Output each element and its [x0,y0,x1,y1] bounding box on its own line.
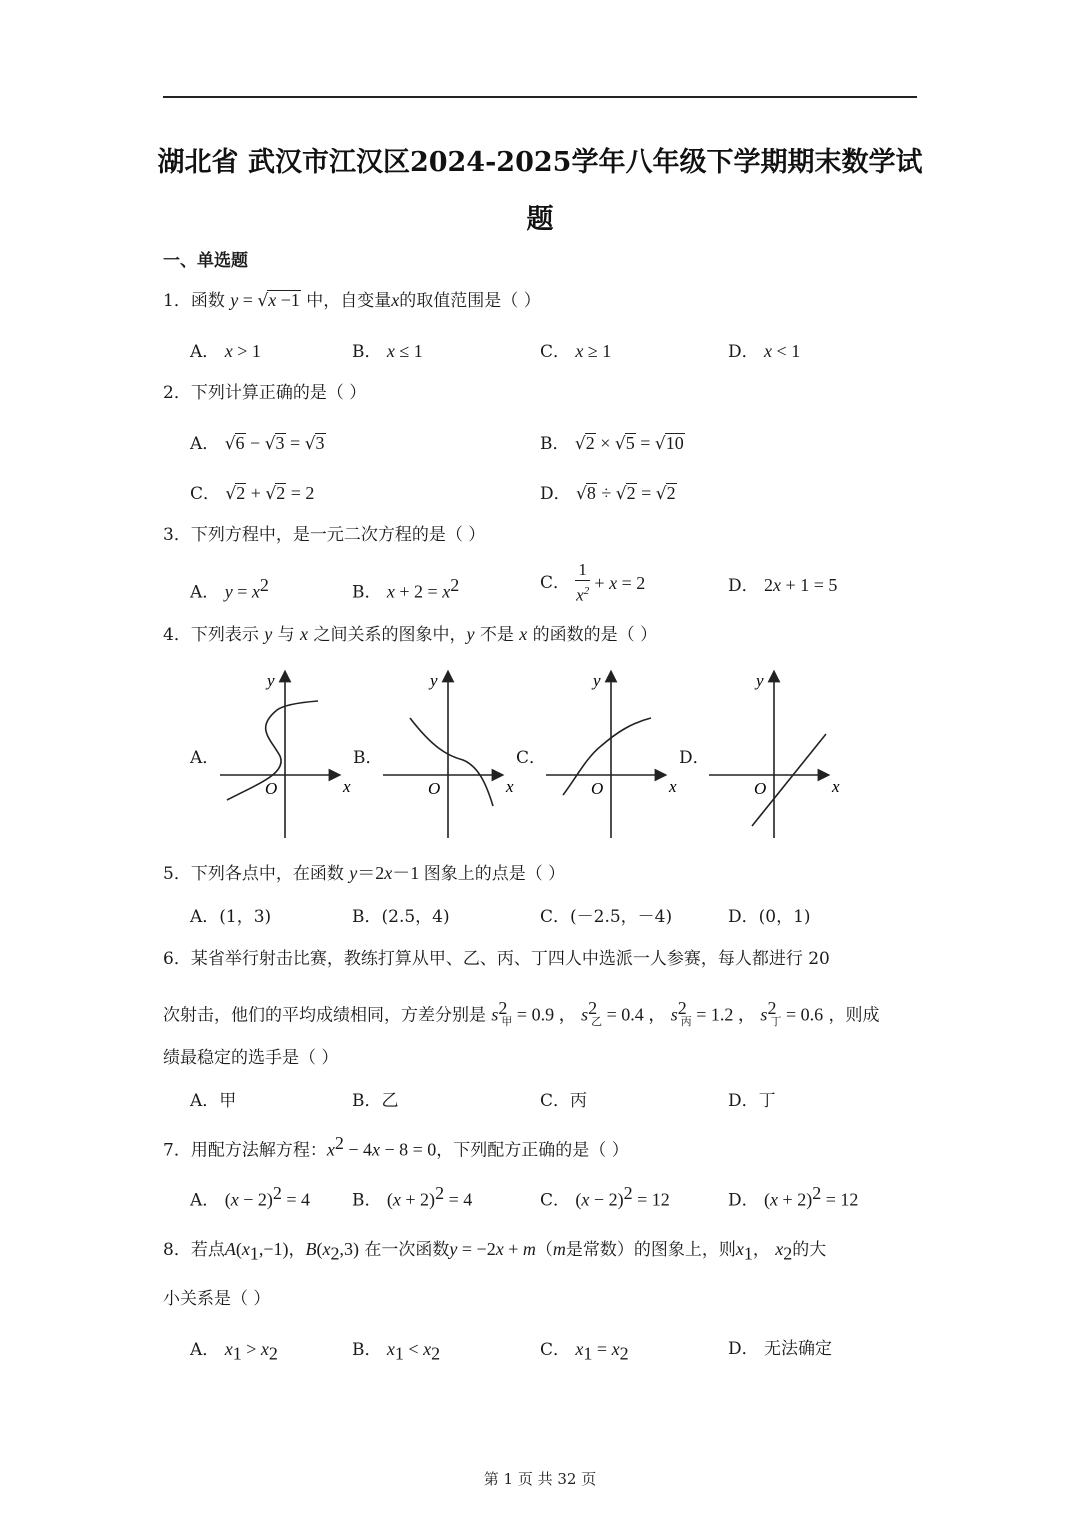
svg-text:x: x [832,777,840,796]
q4-label-b[interactable]: B． [353,748,383,768]
svg-text:x: x [506,777,514,796]
q7-option-d[interactable]: D． $(x + 2)^2 = 12$ [728,1183,859,1211]
q5-option-c[interactable]: C．(－2.5，－4) [540,907,673,927]
svg-text:O: O [265,779,278,798]
q5-option-b[interactable]: B．(2.5，4) [352,907,450,927]
q2-option-b[interactable]: B． √2 × √5 = √10 [540,433,684,454]
svg-text:O: O [754,779,767,798]
page-footer: 第 1 页 共 32 页 [483,1470,597,1488]
question-8-line-1: 8．若点$A(x_1,-1)$，$B(x_2,3)$ 在一次函数y = −2x + m（m是常数）的图象上，则$x_1$， $x_2$的大 [163,1239,827,1264]
q4-label-c[interactable]: C． [516,748,547,768]
q8-option-a[interactable]: A． $x_1 > x_2$ [190,1339,278,1364]
svg-text:x: x [343,777,351,796]
q3-option-d[interactable]: D． 2x + 1 = 5 [728,575,838,596]
q7-option-c[interactable]: C． $(x - 2)^2 = 12$ [540,1183,670,1211]
question-6-line-2: 次射击，他们的平均成绩相同，方差分别是 $s^2_甲 = 0.9$ ， $s^2_乙 = 0.4$ ， $s^2_丙 = 1.2$ ， $s^2_丁 = 0.6$ ，则成 [163,998,880,1029]
q4-graph-d[interactable] [704,668,854,843]
q8-option-c[interactable]: C． $x_1 = x_2$ [540,1339,629,1364]
q7-option-a[interactable]: A． $(x - 2)^2 = 4$ [190,1183,310,1211]
question-2: 2．下列计算正确的是（ ） [163,383,367,403]
q6-option-c[interactable]: C．丙 [540,1091,588,1111]
q4-graph-b[interactable] [378,668,528,843]
svg-text:y: y [430,671,438,690]
section-heading: 一、单选题 [163,251,248,271]
q1-option-a[interactable]: A． x > 1 [190,341,261,362]
svg-text:x: x [669,777,677,796]
q3-option-b[interactable]: B． $x + 2 = x^2$ [352,575,460,603]
q6-option-d[interactable]: D．丁 [728,1091,776,1111]
question-5: 5．下列各点中，在函数 y＝2x－1 图象上的点是（ ） [163,863,566,884]
q6-option-b[interactable]: B．乙 [352,1091,399,1111]
svg-text:y: y [756,671,764,690]
q1-option-c[interactable]: C． x ≥ 1 [540,341,612,362]
q1-option-b[interactable]: B． x ≤ 1 [352,341,423,362]
q8-option-d[interactable]: D． 无法确定 [728,1339,833,1359]
svg-text:O: O [428,779,441,798]
q4-label-a[interactable]: A． [190,748,220,768]
q5-option-a[interactable]: A．(1，3) [190,907,272,927]
q2-option-c[interactable]: C． √2 + √2 = 2 [190,483,315,504]
q4-graph-a[interactable] [215,668,365,843]
question-6-line-1: 6．某省举行射击比赛，教练打算从甲、乙、丙、丁四人中选派一人参赛，每人都进行 20 [163,949,830,969]
question-1: 1．函数 y = √x −1 中，自变量x的取值范围是（ ） [163,290,541,311]
question-4: 4．下列表示 y 与 x 之间关系的图象中，y 不是 x 的函数的是（ ） [163,624,658,645]
page-title-continued: 题 [526,204,554,235]
q2-option-d[interactable]: D． √8 ÷ √2 = √2 [540,483,676,504]
q2-option-a[interactable]: A． √6 − √3 = √3 [190,433,325,454]
svg-text:y: y [267,671,275,690]
question-6-line-3: 绩最稳定的选手是（ ） [163,1048,339,1068]
q1-option-d[interactable]: D． x < 1 [728,341,801,362]
page-title: 湖北省 武汉市江汉区2024-2025学年八年级下学期期末数学试 [157,147,923,178]
question-7: 7．用配方法解方程：$x^2 - 4x - 8 = 0$，下列配方正确的是（ ） [163,1133,629,1161]
q4-label-d[interactable]: D． [679,748,710,768]
q6-option-a[interactable]: A．甲 [190,1091,237,1111]
question-8-line-2: 小关系是（ ） [163,1289,271,1309]
question-3: 3．下列方程中，是一元二次方程的是（ ） [163,525,486,545]
svg-text:O: O [591,779,604,798]
q8-option-b[interactable]: B． $x_1 < x_2$ [352,1339,441,1364]
svg-text:y: y [593,671,601,690]
q3-option-c[interactable]: C． $\frac{1}{x^2}$ + x = 2 [540,560,646,605]
q3-option-a[interactable]: A． $y = x^2$ [190,575,269,603]
top-rule [163,96,917,98]
q7-option-b[interactable]: B． $(x + 2)^2 = 4$ [352,1183,473,1211]
q4-graph-c[interactable] [541,668,691,843]
q5-option-d[interactable]: D．(0，1) [728,907,811,927]
